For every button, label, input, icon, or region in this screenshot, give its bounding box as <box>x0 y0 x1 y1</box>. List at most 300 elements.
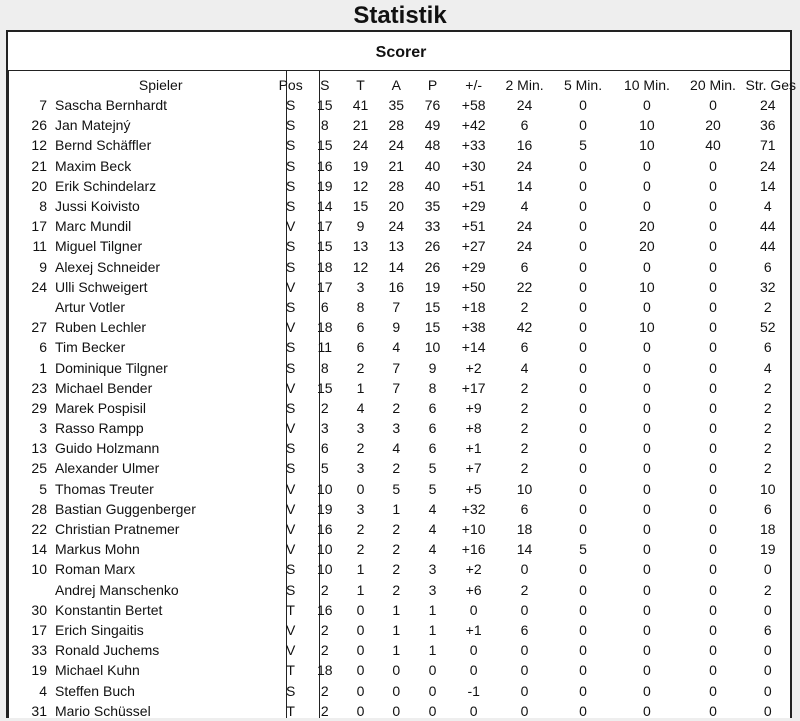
plus-minus-cell: +51 <box>461 218 486 235</box>
penalty-5min-cell: 0 <box>579 198 587 215</box>
table-row <box>8 317 790 337</box>
player-number-cell: 30 <box>31 601 47 618</box>
penalty-5min-cell: 0 <box>579 319 587 336</box>
player-position-cell: V <box>285 541 296 558</box>
points-cell: 1 <box>428 621 437 638</box>
penalty-10min-cell: 0 <box>643 258 651 275</box>
points-cell: 10 <box>424 339 441 356</box>
col-pen10-header: 10 Min. <box>623 76 670 93</box>
goals-cell: 6 <box>356 319 365 336</box>
player-name-cell: Alexej Schneider <box>54 258 161 275</box>
table-row <box>8 257 790 277</box>
player-number-cell: 33 <box>31 642 47 659</box>
assists-cell: 3 <box>392 420 401 437</box>
plus-minus-cell: +1 <box>465 440 482 457</box>
games-played-cell: 15 <box>316 97 333 114</box>
penalty-2min-cell: 2 <box>520 460 529 477</box>
points-cell: 0 <box>428 682 437 699</box>
games-played-cell: 18 <box>316 258 333 275</box>
penalty-10min-cell: 10 <box>639 137 655 154</box>
assists-cell: 1 <box>392 500 401 517</box>
penalty-20min-cell: 0 <box>709 420 717 437</box>
penalty-5min-cell: 0 <box>579 460 587 477</box>
penalty-5min-cell: 0 <box>579 662 587 679</box>
penalty-10min-cell: 0 <box>643 157 651 174</box>
penalty-5min-cell: 5 <box>579 541 587 558</box>
player-number-cell: 6 <box>39 339 47 356</box>
penalty-2min-cell: 2 <box>520 440 529 457</box>
col-points-header: P <box>427 76 438 93</box>
player-position-cell: S <box>285 399 296 416</box>
penalty-5min-cell: 0 <box>579 440 587 457</box>
games-played-cell: 16 <box>316 157 333 174</box>
points-cell: 6 <box>428 399 437 416</box>
games-played-cell: 15 <box>316 379 333 396</box>
table-row <box>8 660 790 680</box>
games-played-cell: 17 <box>316 278 333 295</box>
assists-cell: 2 <box>392 541 401 558</box>
points-cell: 4 <box>428 541 437 558</box>
games-played-cell: 8 <box>320 359 329 376</box>
player-position-cell: S <box>285 117 296 134</box>
plus-minus-cell: 0 <box>469 642 478 659</box>
player-position-cell: S <box>285 137 296 154</box>
penalty-5min-cell: 0 <box>579 642 587 659</box>
player-position-cell: S <box>285 157 296 174</box>
games-played-cell: 2 <box>320 399 329 416</box>
player-name-cell: Bastian Guggenberger <box>54 500 196 517</box>
penalty-5min-cell: 0 <box>579 177 587 194</box>
player-position-cell: S <box>285 198 296 215</box>
player-number-cell: 17 <box>31 621 47 638</box>
player-position-cell: V <box>285 621 296 638</box>
table-row <box>8 277 790 297</box>
penalty-total-cell: 2 <box>763 379 772 396</box>
penalty-2min-cell: 14 <box>516 177 533 194</box>
games-played-cell: 2 <box>320 702 329 719</box>
points-cell: 35 <box>424 198 441 215</box>
player-number-cell: 29 <box>31 399 47 416</box>
player-number-cell: 14 <box>31 541 47 558</box>
penalty-2min-cell: 0 <box>520 642 529 659</box>
player-number-cell: 7 <box>39 97 47 114</box>
player-position-cell: S <box>285 561 296 578</box>
player-name-cell: Roman Marx <box>54 561 136 578</box>
penalty-2min-cell: 6 <box>520 500 529 517</box>
points-cell: 4 <box>428 500 437 517</box>
points-cell: 1 <box>428 642 437 659</box>
penalty-20min-cell: 0 <box>709 218 717 235</box>
penalty-total-cell: 10 <box>759 480 776 497</box>
plus-minus-cell: +9 <box>465 399 482 416</box>
penalty-10min-cell: 0 <box>643 642 651 659</box>
penalty-10min-cell: 0 <box>643 682 651 699</box>
col-player-header: Spieler <box>138 76 183 93</box>
goals-cell: 2 <box>356 521 365 538</box>
penalty-20min-cell: 0 <box>709 278 717 295</box>
plus-minus-cell: +8 <box>465 420 482 437</box>
player-number-cell: 25 <box>31 460 47 477</box>
penalty-10min-cell: 0 <box>643 601 651 618</box>
penalty-20min-cell: 0 <box>709 379 717 396</box>
col-pen2-header: 2 Min. <box>505 76 544 93</box>
penalty-2min-cell: 6 <box>520 117 529 134</box>
table-row <box>8 115 790 135</box>
assists-cell: 2 <box>392 399 401 416</box>
player-number-cell: 21 <box>31 157 47 174</box>
player-position-cell: V <box>285 480 296 497</box>
col-games-header: S <box>320 76 330 93</box>
plus-minus-cell: +30 <box>461 157 486 174</box>
penalty-total-cell: 0 <box>763 682 772 699</box>
points-cell: 3 <box>428 581 437 598</box>
player-number-cell <box>8 580 47 600</box>
goals-cell: 21 <box>352 117 369 134</box>
penalty-5min-cell: 0 <box>579 500 587 517</box>
penalty-20min-cell: 0 <box>709 601 717 618</box>
table-row <box>8 196 790 216</box>
player-name-cell: Jan Matejný <box>54 117 131 134</box>
player-name-cell: Michael Bender <box>54 379 153 396</box>
points-cell: 9 <box>428 359 437 376</box>
goals-cell: 9 <box>356 218 365 235</box>
penalty-10min-cell: 10 <box>639 278 655 295</box>
table-row <box>8 458 790 478</box>
penalty-2min-cell: 2 <box>520 298 529 315</box>
penalty-10min-cell: 20 <box>639 238 655 255</box>
penalty-2min-cell: 14 <box>516 541 533 558</box>
games-played-cell: 6 <box>320 440 329 457</box>
player-position-cell: V <box>285 642 296 659</box>
penalty-20min-cell: 0 <box>709 521 717 538</box>
player-number-cell: 22 <box>31 521 47 538</box>
penalty-20min-cell: 0 <box>709 238 717 255</box>
player-name-cell: Ronald Juchems <box>54 642 160 659</box>
plus-minus-cell: +29 <box>461 198 486 215</box>
header-divider <box>8 70 790 71</box>
penalty-total-cell: 0 <box>763 642 772 659</box>
penalty-20min-cell: 0 <box>709 198 717 215</box>
assists-cell: 20 <box>388 198 405 215</box>
plus-minus-cell: +17 <box>461 379 486 396</box>
penalty-2min-cell: 42 <box>516 319 533 336</box>
assists-cell: 24 <box>388 218 405 235</box>
games-played-cell: 15 <box>316 238 333 255</box>
table-row <box>8 701 790 721</box>
penalty-20min-cell: 0 <box>709 157 717 174</box>
penalty-2min-cell: 24 <box>516 218 533 235</box>
scorer-table-body <box>8 95 790 721</box>
plus-minus-cell: +32 <box>461 500 486 517</box>
table-row <box>8 236 790 256</box>
assists-cell: 2 <box>392 561 401 578</box>
assists-cell: 9 <box>392 319 401 336</box>
games-played-cell: 6 <box>320 298 329 315</box>
penalty-2min-cell: 24 <box>516 97 533 114</box>
plus-minus-cell: +5 <box>465 480 482 497</box>
penalty-2min-cell: 0 <box>520 662 529 679</box>
penalty-2min-cell: 4 <box>520 198 529 215</box>
plus-minus-cell: 0 <box>469 601 478 618</box>
goals-cell: 0 <box>356 621 365 638</box>
player-name-cell: Alexander Ulmer <box>54 460 160 477</box>
plus-minus-cell: +2 <box>465 359 482 376</box>
player-name-cell: Guido Holzmann <box>54 440 160 457</box>
player-position-cell: S <box>285 97 296 114</box>
assists-cell: 1 <box>392 642 401 659</box>
scorer-sheet <box>6 30 797 719</box>
penalty-5min-cell: 0 <box>579 278 587 295</box>
player-number-cell: 20 <box>31 177 47 194</box>
table-row <box>8 559 790 579</box>
player-name-cell: Marek Pospisil <box>54 399 147 416</box>
player-position-cell: S <box>285 339 296 356</box>
player-name-cell: Thomas Treuter <box>54 480 154 497</box>
plus-minus-cell: +6 <box>465 581 482 598</box>
goals-cell: 0 <box>356 682 365 699</box>
penalty-20min-cell: 0 <box>709 298 717 315</box>
points-cell: 3 <box>428 561 437 578</box>
penalty-20min-cell: 0 <box>709 258 717 275</box>
table-row <box>8 600 790 620</box>
player-name-cell: Ruben Lechler <box>54 319 147 336</box>
table-row <box>8 156 790 176</box>
assists-cell: 7 <box>392 359 401 376</box>
games-played-cell: 5 <box>320 460 329 477</box>
penalty-total-cell: 71 <box>759 137 776 154</box>
player-number-cell: 11 <box>32 238 47 255</box>
assists-cell: 16 <box>388 278 405 295</box>
player-number-cell: 13 <box>31 440 47 457</box>
penalty-total-cell: 24 <box>759 97 776 114</box>
plus-minus-cell: +51 <box>461 177 486 194</box>
games-played-cell: 17 <box>316 218 333 235</box>
assists-cell: 1 <box>392 621 401 638</box>
penalty-total-cell: 19 <box>759 541 776 558</box>
table-row <box>8 620 790 640</box>
player-name-cell: Erik Schindelarz <box>54 177 157 194</box>
plus-minus-cell: +33 <box>461 137 486 154</box>
section-title: Scorer <box>375 44 427 61</box>
penalty-20min-cell: 0 <box>709 319 717 336</box>
penalty-2min-cell: 2 <box>520 581 529 598</box>
player-name-cell: Marc Mundil <box>54 218 132 235</box>
player-position-cell: V <box>285 500 296 517</box>
player-position-cell: S <box>285 359 296 376</box>
player-position-cell: S <box>285 298 296 315</box>
table-row <box>8 539 790 559</box>
plus-minus-cell: 0 <box>469 662 478 679</box>
player-number-cell <box>8 297 47 317</box>
goals-cell: 0 <box>356 642 365 659</box>
penalty-10min-cell: 0 <box>643 500 651 517</box>
penalty-2min-cell: 0 <box>520 601 529 618</box>
penalty-total-cell: 6 <box>763 258 772 275</box>
points-cell: 48 <box>424 137 441 154</box>
penalty-20min-cell: 0 <box>709 339 717 356</box>
games-played-cell: 10 <box>316 480 333 497</box>
penalty-20min-cell: 0 <box>709 440 717 457</box>
goals-cell: 8 <box>356 298 365 315</box>
assists-cell: 2 <box>392 521 401 538</box>
player-number-cell: 19 <box>31 662 47 679</box>
plus-minus-cell: +2 <box>465 561 482 578</box>
games-played-cell: 10 <box>316 561 333 578</box>
col-nr-header <box>8 74 47 95</box>
games-played-cell: 18 <box>316 662 333 679</box>
player-number-cell: 31 <box>31 702 47 719</box>
col-plusminus-header: +/- <box>465 76 483 93</box>
games-played-cell: 15 <box>316 137 333 154</box>
penalty-5min-cell: 0 <box>579 420 587 437</box>
assists-cell: 1 <box>392 601 401 618</box>
assists-cell: 0 <box>392 662 401 679</box>
penalty-20min-cell: 0 <box>709 359 717 376</box>
penalty-2min-cell: 2 <box>520 420 529 437</box>
penalty-5min-cell: 0 <box>579 621 587 638</box>
games-played-cell: 10 <box>316 541 333 558</box>
points-cell: 0 <box>428 662 437 679</box>
goals-cell: 2 <box>356 541 365 558</box>
table-row <box>8 438 790 458</box>
plus-minus-cell: +29 <box>461 258 486 275</box>
player-number-cell: 24 <box>31 278 47 295</box>
penalty-20min-cell: 0 <box>709 561 717 578</box>
games-played-cell: 2 <box>320 581 329 598</box>
assists-cell: 28 <box>388 177 405 194</box>
points-cell: 6 <box>428 440 437 457</box>
col-pos-header: Pos <box>278 76 303 93</box>
penalty-5min-cell: 0 <box>579 399 587 416</box>
assists-cell: 7 <box>392 379 401 396</box>
player-number-cell: 17 <box>31 218 47 235</box>
goals-cell: 1 <box>356 561 365 578</box>
penalty-total-cell: 2 <box>763 440 772 457</box>
player-name-cell: Jussi Koivisto <box>54 198 140 215</box>
penalty-20min-cell: 0 <box>709 581 717 598</box>
player-position-cell: T <box>286 601 295 618</box>
penalty-total-cell: 14 <box>759 177 776 194</box>
player-name-cell: Mario Schüssel <box>54 702 151 719</box>
penalty-10min-cell: 10 <box>639 117 655 134</box>
penalty-20min-cell: 20 <box>705 117 721 134</box>
penalty-total-cell: 2 <box>763 298 772 315</box>
points-cell: 76 <box>424 97 441 114</box>
penalty-2min-cell: 18 <box>516 521 533 538</box>
penalty-5min-cell: 0 <box>579 218 587 235</box>
goals-cell: 3 <box>356 420 365 437</box>
player-position-cell: V <box>285 278 296 295</box>
penalty-10min-cell: 0 <box>643 198 651 215</box>
penalty-20min-cell: 0 <box>709 480 717 497</box>
goals-cell: 12 <box>352 258 369 275</box>
penalty-10min-cell: 0 <box>643 460 651 477</box>
penalty-10min-cell: 0 <box>643 480 651 497</box>
player-position-cell: S <box>285 238 296 255</box>
goals-cell: 24 <box>352 137 369 154</box>
player-name-cell: Christian Pratnemer <box>54 521 180 538</box>
penalty-10min-cell: 0 <box>643 359 651 376</box>
penalty-2min-cell: 10 <box>516 480 533 497</box>
points-cell: 40 <box>424 157 441 174</box>
table-row <box>8 176 790 196</box>
player-name-cell: Andrej Manschenko <box>54 581 179 598</box>
table-row <box>8 357 790 377</box>
points-cell: 33 <box>424 218 441 235</box>
games-played-cell: 19 <box>316 177 333 194</box>
plus-minus-cell: +10 <box>461 521 486 538</box>
penalty-5min-cell: 0 <box>579 601 587 618</box>
assists-cell: 2 <box>392 460 401 477</box>
penalty-2min-cell: 2 <box>520 379 529 396</box>
games-played-cell: 8 <box>320 117 329 134</box>
penalty-total-cell: 18 <box>759 521 776 538</box>
player-name-cell: Steffen Buch <box>54 682 135 699</box>
penalty-10min-cell: 0 <box>643 521 651 538</box>
penalty-2min-cell: 24 <box>516 157 533 174</box>
penalty-total-cell: 24 <box>759 157 776 174</box>
player-number-cell: 4 <box>39 682 47 699</box>
penalty-20min-cell: 0 <box>709 97 717 114</box>
penalty-5min-cell: 0 <box>579 480 587 497</box>
penalty-total-cell: 6 <box>763 339 772 356</box>
plus-minus-cell: +1 <box>465 621 482 638</box>
player-position-cell: T <box>286 662 295 679</box>
penalty-total-cell: 44 <box>759 238 776 255</box>
penalty-5min-cell: 0 <box>579 521 587 538</box>
player-position-cell: V <box>285 379 296 396</box>
table-row <box>8 580 790 600</box>
goals-cell: 6 <box>356 339 365 356</box>
penalty-5min-cell: 0 <box>579 258 587 275</box>
player-name-cell: Michael Kuhn <box>54 662 140 679</box>
penalty-2min-cell: 4 <box>520 359 529 376</box>
penalty-2min-cell: 6 <box>520 258 529 275</box>
penalty-10min-cell: 0 <box>643 621 651 638</box>
scorer-table <box>8 74 797 721</box>
col-pen20-header: 20 Min. <box>690 76 736 93</box>
table-row <box>8 499 790 519</box>
table-row <box>8 680 790 700</box>
penalty-10min-cell: 0 <box>643 541 651 558</box>
table-row <box>8 337 790 357</box>
points-cell: 19 <box>424 278 441 295</box>
penalty-20min-cell: 0 <box>709 177 717 194</box>
penalty-total-cell: 32 <box>759 278 776 295</box>
points-cell: 6 <box>428 420 437 437</box>
player-name-cell: Bernd Schäffler <box>54 137 152 154</box>
player-number-cell: 28 <box>31 500 47 517</box>
points-cell: 15 <box>424 319 441 336</box>
penalty-5min-cell: 0 <box>579 157 587 174</box>
plus-minus-cell: +16 <box>461 541 486 558</box>
penalty-total-cell: 6 <box>763 500 772 517</box>
penalty-10min-cell: 0 <box>643 581 651 598</box>
player-name-cell: Dominique Tilgner <box>54 359 168 376</box>
player-name-cell: Artur Votler <box>54 298 126 315</box>
player-number-cell: 12 <box>31 137 47 154</box>
assists-cell: 4 <box>392 339 401 356</box>
assists-cell: 5 <box>392 480 401 497</box>
plus-minus-cell: +14 <box>461 339 486 356</box>
penalty-10min-cell: 0 <box>643 379 651 396</box>
points-cell: 1 <box>428 601 437 618</box>
table-row <box>8 479 790 499</box>
games-played-cell: 2 <box>320 621 329 638</box>
penalty-2min-cell: 0 <box>520 682 529 699</box>
penalty-total-cell: 6 <box>763 621 772 638</box>
table-row <box>8 95 790 115</box>
